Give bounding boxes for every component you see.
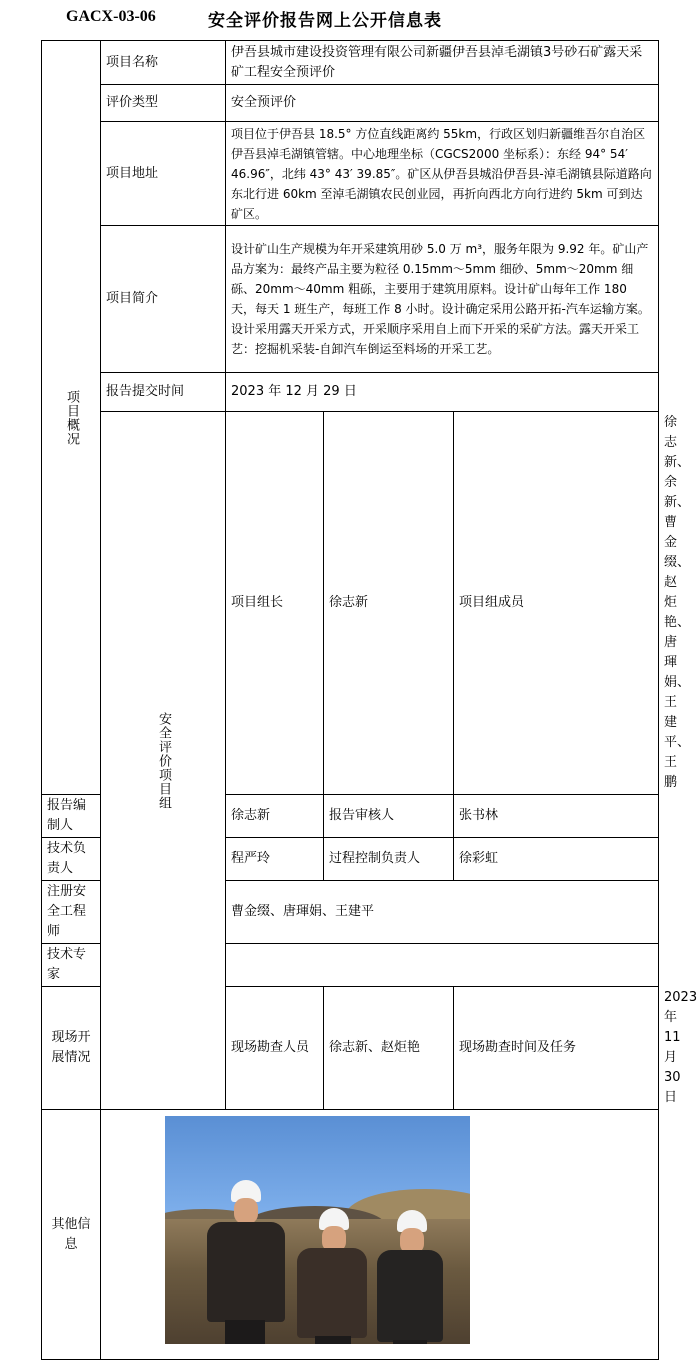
safety-engineer-value: 曹金缀、唐琿娟、王建平 [226, 881, 659, 944]
project-address-label: 项目地址 [101, 122, 226, 226]
document-code: GACX-03-06 [66, 8, 156, 25]
evaluation-type-label: 评价类型 [101, 85, 226, 122]
evaluation-team-section: 安全评价项目组 [101, 412, 226, 1110]
team-members-label: 项目组成员 [454, 412, 659, 795]
site-work-section: 现场开展情况 [42, 987, 101, 1110]
info-table: 项目概况 项目名称 伊吾县城市建设投资管理有限公司新疆伊吾县淖毛湖镇3号砂石矿露天采矿工程安全预评价 评价类型 安全预评价 项目地址 项目位于伊吾县 18.5° 方位直线距离约 55km，行政区划归新疆维吾尔自治区伊吾县淖毛湖镇管辖。中心地理坐标（CGCS2000 坐标系）：东经 94° 54′ 46.96″，北纬 43° 43′ 39.85″。矿区从伊吾县城沿伊吾县-淖毛湖镇县际道路向东北行进 60km 至淖毛湖镇农民创业园，再折向西北方向行进约 5km 可到达矿区。 项目简介 设计矿山生产规模为年开采建筑用砂 5.0 万 m³，服务年限为 9.92 年。矿山产品方案为：最终产品主要为粒径 0.15mm～5mm 细砂、5mm～20mm 细砾、20mm～40mm 粗砾，主要用于建筑用原料。设计矿山每年工作 180 天，每天 1 班生产，每班工作 8 小时。设计确定采用公路开拓-汽车运输方案。设计采用露天开采方式，开采顺序采用自上而下开采的采矿方法。露天开采工艺：挖掘机采装-自卸汽车倒运至料场的开采工艺。 报告提交时间 2023 年 12 月 29 日 安全评价项目组 项目组长 徐志新 项目组成员 徐志新、余新、曹金缀、赵炬艳、唐琿娟、王建平、王鹏 报告编制人 徐志新 报告审核人 张书林 技术负责人 程严玲 过程控制负责人 徐彩虹 注册安全工程师 曹金缀、唐琿娟、王建平 技术专家 现场开展情况 现场勘查人员 徐志新、赵炬艳 现场勘查时间及任务 2023 年 11 月 30 日 其他信息 [41, 40, 659, 1360]
project-intro-value: 设计矿山生产规模为年开采建筑用砂 5.0 万 m³，服务年限为 9.92 年。矿山产品方案为：最终产品主要为粒径 0.15mm～5mm 细砂、5mm～20mm 细砾、20mm～40mm 粗砾，主要用于建筑用原料。设计矿山每年工作 180 天，每天 1 班生产，每班工作 8 小时。设计确定采用公路开拓-汽车运输方案。设计采用露天开采方式，开采顺序采用自上而下开采的采矿方法。露天开采工艺：挖掘机采装-自卸汽车倒运至料场的开采工艺。 [226, 226, 659, 373]
tech-lead-label: 技术负责人 [42, 838, 101, 881]
report-author-label: 报告编制人 [42, 795, 101, 838]
safety-engineer-label: 注册安全工程师 [42, 881, 101, 944]
team-leader-label: 项目组长 [226, 412, 324, 795]
project-intro-label: 项目简介 [101, 226, 226, 373]
site-survey-staff-label: 现场勘查人员 [226, 987, 324, 1110]
evaluation-type-value: 安全预评价 [226, 85, 659, 122]
submission-date-label: 报告提交时间 [101, 373, 226, 412]
project-name-label: 项目名称 [101, 41, 226, 85]
report-reviewer-value: 张书林 [454, 795, 659, 838]
tech-expert-value [226, 944, 659, 987]
site-photo-cell [101, 1110, 659, 1360]
report-author-value: 徐志新 [226, 795, 324, 838]
submission-date-value: 2023 年 12 月 29 日 [226, 373, 659, 412]
site-photo [165, 1116, 470, 1344]
project-name-value: 伊吾县城市建设投资管理有限公司新疆伊吾县淖毛湖镇3号砂石矿露天采矿工程安全预评价 [226, 41, 659, 85]
process-control-label: 过程控制负责人 [324, 838, 454, 881]
site-survey-time-label: 现场勘查时间及任务 [454, 987, 659, 1110]
process-control-value: 徐彩虹 [454, 838, 659, 881]
team-leader-value: 徐志新 [324, 412, 454, 795]
site-survey-staff-value: 徐志新、赵炬艳 [324, 987, 454, 1110]
document-header [66, 6, 666, 32]
report-reviewer-label: 报告审核人 [324, 795, 454, 838]
project-address-value: 项目位于伊吾县 18.5° 方位直线距离约 55km，行政区划归新疆维吾尔自治区伊吾县淖毛湖镇管辖。中心地理坐标（CGCS2000 坐标系）：东经 94° 54′ 46.96″，北纬 43° 43′ 39.85″。矿区从伊吾县城沿伊吾县-淖毛湖镇县际道路向东北行进 60km 至淖毛湖镇农民创业园，再折向西北方向行进约 5km 可到达矿区。 [226, 122, 659, 226]
project-overview-section: 项目概况 [42, 41, 101, 795]
document-title: 安全评价报告网上公开信息表 [208, 11, 442, 31]
tech-expert-label: 技术专家 [42, 944, 101, 987]
other-info-section: 其他信息 [42, 1110, 101, 1360]
tech-lead-value: 程严玲 [226, 838, 324, 881]
